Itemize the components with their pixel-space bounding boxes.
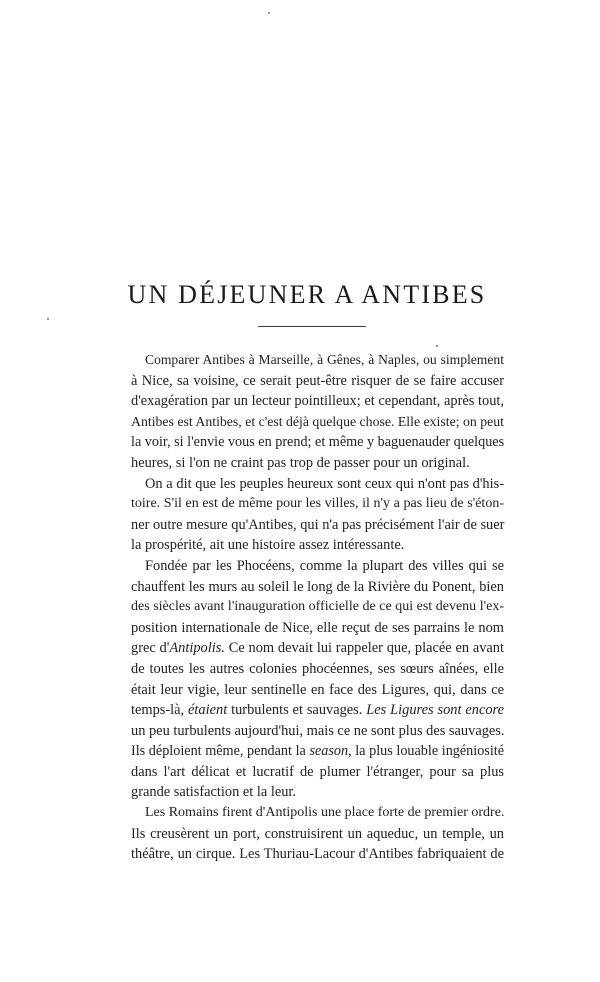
text-line xyxy=(131,659,504,680)
text-run: toire. S'il en est de même pour les villes, il n'y a pas lieu de s'éton- xyxy=(131,496,504,512)
text-run: Ils déploient même, pendant la xyxy=(131,743,310,760)
text-line xyxy=(131,494,504,515)
text-run: Fondée par les Phocéens, comme la plupart des villes qui se xyxy=(145,557,504,574)
chapter-title: UN DÉJEUNER A ANTIBES xyxy=(127,280,487,309)
text-run: temps-là, xyxy=(131,702,189,719)
text-line xyxy=(131,638,504,659)
text-line xyxy=(131,535,504,556)
text-run: d'exagération par un lecteur pointilleux; et cependant, après tout, xyxy=(131,393,504,410)
italic-text: Antipolis. xyxy=(169,640,225,657)
paper-speck xyxy=(268,12,270,14)
text-line xyxy=(131,391,504,412)
text-run: de toutes les autres colonies phocéennes, ses sœurs aînées, elle xyxy=(131,660,504,677)
body-text xyxy=(131,350,504,865)
text-line xyxy=(131,432,504,453)
text-run: des siècles avant l'inauguration officielle de ce qui est devenu l'ex- xyxy=(131,599,504,615)
text-run: turbulents et sauvages. xyxy=(227,702,367,719)
text-run: Antibes est Antibes, et c'est déjà quelque chose. Elle existe; on peut xyxy=(131,413,504,429)
text-run: la voir, si l'envie vous en prend; et même y baguenauder quelques xyxy=(131,434,505,451)
text-run: à Nice, sa voisine, ce serait peut-être risquer de se faire accuser xyxy=(131,372,504,389)
text-run: Comparer Antibes à Marseille, à Gênes, à Naples, ou simplement xyxy=(145,352,504,367)
text-line xyxy=(131,597,504,618)
text-line xyxy=(131,844,504,865)
paper-speck xyxy=(47,318,49,320)
text-run: chauffent les murs au soleil le long de la Rivière du Ponent, bien xyxy=(131,578,504,595)
text-run: dans l'art délicat et lucratif de plumer l'étranger, pour sa plus xyxy=(131,763,504,780)
text-run: Ils creusèrent un port, construisirent un aqueduc, un temple, un xyxy=(131,825,504,842)
text-line xyxy=(131,824,504,845)
text-run: position internationale de Nice, elle reçut de ses parrains le nom xyxy=(131,619,504,636)
text-line xyxy=(131,803,504,824)
text-line xyxy=(131,515,504,536)
text-run: un peu turbulents aujourd'hui, mais ce ne sont plus des sauvages. xyxy=(131,722,505,739)
text-line xyxy=(131,371,504,392)
text-line xyxy=(131,453,504,474)
text-line xyxy=(131,741,504,762)
text-run: la plus louable ingéniosité xyxy=(351,743,505,760)
text-line xyxy=(131,577,504,598)
italic-text: étaient xyxy=(188,702,228,719)
text-line xyxy=(131,700,504,721)
text-line xyxy=(131,782,504,803)
text-line xyxy=(131,556,504,577)
paper-speck xyxy=(436,345,438,347)
text-line xyxy=(131,618,504,639)
text-line xyxy=(131,721,504,742)
italic-text: season, xyxy=(309,743,352,760)
text-run: ner outre mesure qu'Antibes, qui n'a pas précisément l'air de suer xyxy=(131,516,505,533)
text-run: heures, si l'on ne craint pas trop de passer pour un original. xyxy=(131,454,470,471)
text-line xyxy=(131,350,504,371)
title-rule xyxy=(258,326,366,327)
text-run: Ce nom devait lui rappeler que, placée en avant xyxy=(224,640,504,657)
text-line xyxy=(131,474,504,495)
italic-text: Les Ligures sont encore xyxy=(366,702,504,719)
text-run: grec d' xyxy=(131,640,170,657)
text-line xyxy=(131,762,504,783)
text-run: On a dit que les peuples heureux sont ceux qui n'ont pas d'his- xyxy=(145,475,504,492)
text-run: grande satisfaction et la leur. xyxy=(131,784,297,801)
text-run: était leur vigie, leur sentinelle en face des Ligures, qui, dans ce xyxy=(131,681,504,698)
text-run: théâtre, un cirque. Les Thuriau-Lacour d'Antibes fabriquaient de xyxy=(131,846,504,863)
text-line xyxy=(131,412,504,433)
text-line xyxy=(131,680,504,701)
text-run: la prospérité, ait une histoire assez intéressante. xyxy=(131,537,405,554)
text-run: Les Romains firent d'Antipolis une place forte de premier ordre. xyxy=(145,805,505,821)
